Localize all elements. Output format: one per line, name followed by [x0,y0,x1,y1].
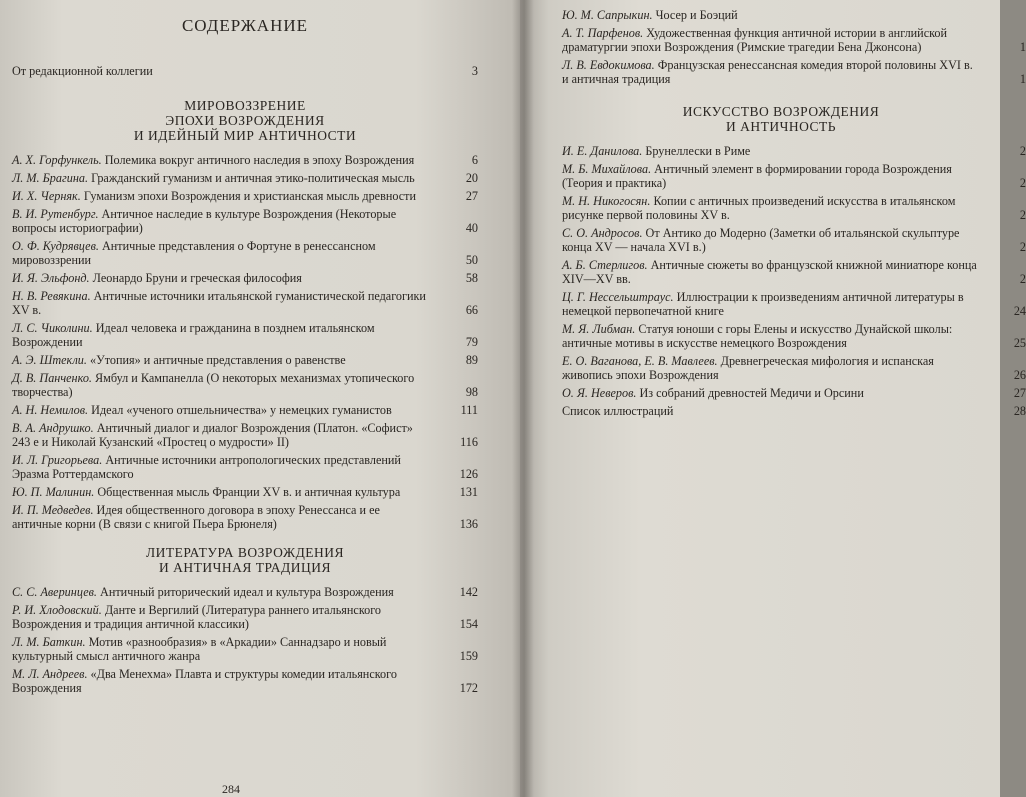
page-number: 27 [1013,386,1026,400]
page-number: 66 [465,303,478,317]
entry-author: И. Е. Данилова. [562,144,643,158]
page-number: 126 [459,467,478,481]
toc-entry [12,239,478,267]
page-number: 2 [1019,144,1026,158]
entry-author: С. О. Андросов. [562,226,643,240]
entry-title: От Антико до Модерно (Заметки об итальянской скульптуре конца XV — начала XVI в.) [562,226,960,254]
page-number: 50 [465,253,478,267]
page-number: 98 [465,385,478,399]
entry-title: Общественная мысль Франции XV в. и античная культура [97,485,401,499]
page-number: 116 [460,435,478,449]
entry-title: Античные сюжеты во французской книжной миниатюре конца XIV—XV вв. [562,258,977,286]
toc-entry [562,58,1026,86]
toc-entry [12,485,478,499]
section-heading: ЛИТЕРАТУРА ВОЗРОЖДЕНИЯ И АНТИЧНАЯ ТРАДИЦИЯ [145,545,345,575]
entry-author: Е. О. Ваганова, Е. В. Мавлеев. [562,354,718,368]
page-number: 2 [1019,176,1026,190]
toc-entry [562,194,1026,222]
entry-title: Брунеллески в Риме [645,144,751,158]
toc-entry [12,289,478,317]
entry-title: Список иллюстраций [562,404,674,418]
entry-author: С. С. Аверинцев. [12,585,97,599]
entry-title: Французская ренессансная комедия второй половины XVI в. и античная традиция [562,58,973,86]
entry-title: «Два Менехма» Плавта и структуры комедии итальянского Возрождения [12,667,397,695]
page-folio: 284 [222,782,240,796]
entry-title: Древнегреческая мифология и испанская живопись эпохи Возрождения [562,354,934,382]
toc-entry [12,207,478,235]
entry-author: Ц. Г. Нессельштраус. [562,290,674,304]
entry-author: М. Б. Михайлова. [562,162,652,176]
entry-title: Идеал человека и гражданина в позднем итальянском Возрождении [12,321,375,349]
page-number: 79 [465,335,478,349]
toc-section-literature [12,585,478,695]
entry-author: Н. В. Ревякина. [12,289,91,303]
toc-entry [12,171,478,185]
entry-author: А. Н. Немилов. [12,403,89,417]
page-number: 28 [1013,404,1026,418]
toc-entry [562,386,1026,400]
entry-title: Ямбул и Кампанелла (О некоторых механизмах утопического творчества) [12,371,415,399]
toc-entry [12,271,478,285]
entry-title: Иллюстрации к произведениям античной литературы в немецкой первопечатной книге [562,290,964,318]
toc-entry-intro [12,64,478,78]
toc-entry [12,585,478,599]
entry-title: Статуя юноши с горы Елены и искусство Дунайской школы: античные мотивы в искусстве немецкого Возрождения [562,322,953,350]
toc-entry [562,290,1026,318]
entry-title: Античный риторический идеал и культура Возрождения [100,585,394,599]
entry-author: О. Ф. Кудрявцев. [12,239,99,253]
toc-entry [12,321,478,349]
entry-title: Античный элемент в формировании города Возрождения (Теория и практика) [562,162,952,190]
toc-section-continued [562,8,1026,86]
entry-author: Р. И. Хлодовский. [12,603,102,617]
entry-title: Идея общественного договора в эпоху Ренессанса и ее античные корни (В связи с книгой Пьера Брюнеля) [12,503,380,531]
page-number: 136 [459,517,478,531]
page-number: 25 [1013,336,1026,350]
page-number: 2 [1019,272,1026,286]
toc-entry [562,26,1026,54]
toc-entry [562,8,1000,22]
page-number: 20 [465,171,478,185]
entry-author: Л. В. Евдокимова. [562,58,655,72]
entry-title: Леонардо Бруни и греческая философия [92,271,302,285]
toc-entry [12,603,478,631]
entry-author: Л. М. Брагина. [12,171,89,185]
page-number: 131 [459,485,478,499]
page-title: СОДЕРЖАНИЕ [181,16,309,35]
page-number: 2 [1019,240,1026,254]
toc-entry [12,421,478,449]
page-number: 1 [1019,40,1026,54]
right-page [520,0,1026,797]
toc-entry [12,371,478,399]
entry-author: В. И. Рутенбург. [12,207,99,221]
entry-title: Из собраний древностей Медичи и Орсини [639,386,864,400]
entry-title: Полемика вокруг античного наследия в эпоху Возрождения [104,153,415,167]
entry-author: А. Э. Штекли. [12,353,87,367]
page-number: 6 [471,153,478,167]
page-number: 159 [459,649,478,663]
entry-title: Гуманизм эпохи Возрождения и христианская мысль древности [83,189,417,203]
entry-author: Л. С. Чиколини. [12,321,93,335]
entry-title: Идеал «ученого отшельничества» у немецких гуманистов [91,403,392,417]
entry-author: И. Л. Григорьева. [12,453,103,467]
page-number: 2 [1019,208,1026,222]
entry-title: Античные источники итальянской гуманистической педагогики XV в. [12,289,426,317]
entry-title: Античные представления о Фортуне в ренессансном мировоззрении [12,239,376,267]
toc-entry [12,153,478,167]
toc-entry [12,635,478,663]
page-number: 3 [471,64,478,78]
page-number: 58 [465,271,478,285]
toc-entry [12,503,478,531]
page-number: 40 [465,221,478,235]
toc-entry [562,354,1026,382]
entry-author: А. Х. Горфункель. [12,153,102,167]
book-gutter [512,0,534,797]
entry-title: Чосер и Боэций [655,8,738,22]
toc-entry [562,322,1026,350]
page-number: 1 [1019,72,1026,86]
entry-title: Античные источники антропологических представлений Эразма Роттердамского [12,453,401,481]
entry-title: Античное наследие в культуре Возрождения (Некоторые вопросы историографии) [12,207,397,235]
entry-author: Д. В. Панченко. [12,371,92,385]
toc-entry [12,453,478,481]
entry-author: Л. М. Баткин. [12,635,86,649]
entry-title: Данте и Вергилий (Литература раннего итальянского Возрождения и традиция античной классики) [12,603,382,631]
page-number: 27 [465,189,478,203]
page-number: 24 [1013,304,1026,318]
toc-entry-illustrations [562,404,1026,418]
toc-entry [562,144,1026,158]
entry-author: М. Я. Либман. [562,322,636,336]
page-number: 89 [465,353,478,367]
entry-title: Копии с античных произведений искусства в итальянском рисунке первой половины XV в. [562,194,956,222]
entry-author: И. П. Медведев. [12,503,94,517]
entry-title: От редакционной коллегии [12,64,153,78]
toc-entry [562,226,1026,254]
entry-author: Ю. М. Сапрыкин. [562,8,653,22]
toc-entry [562,162,1026,190]
toc-section-art [562,144,1026,400]
entry-title: Гражданский гуманизм и античная этико-политическая мысль [91,171,415,185]
page-number: 26 [1013,368,1026,382]
entry-author: Ю. П. Малинин. [12,485,95,499]
entry-author: А. Б. Стерлигов. [562,258,648,272]
page-number: 172 [459,681,478,695]
entry-title: «Утопия» и античные представления о равенстве [89,353,346,367]
entry-author: М. Н. Никогосян. [562,194,651,208]
entry-author: И. Х. Черняк. [12,189,81,203]
page-number: 142 [459,585,478,599]
entry-author: О. Я. Неверов. [562,386,637,400]
entry-title: Мотив «разнообразия» в «Аркадии» Саннадзаро и новый культурный смысл античного жанра [12,635,387,663]
entry-author: В. А. Андрушко. [12,421,94,435]
page-number: 154 [459,617,478,631]
section-heading: МИРОВОЗЗРЕНИЕ ЭПОХИ ВОЗРОЖДЕНИЯ И ИДЕЙНЫЙ МИР АНТИЧНОСТИ [133,98,357,143]
page-number: 111 [460,403,478,417]
toc-entry [562,258,1026,286]
toc-entry [12,667,478,695]
toc-entry [12,189,478,203]
entry-title: Античный диалог и диалог Возрождения (Платон. «Софист» 243 е и Николай Кузанский «Простец о мудрости» II) [12,421,413,449]
toc-entry [12,353,478,367]
entry-title: Художественная функция античной истории в английской драматургии эпохи Возрождения (Римские трагедии Бена Джонсона) [562,26,948,54]
toc-section-worldview [12,153,478,531]
toc-entry [12,403,478,417]
section-heading: ИСКУССТВО ВОЗРОЖДЕНИЯ И АНТИЧНОСТЬ [682,104,880,134]
entry-author: М. Л. Андреев. [12,667,88,681]
entry-author: И. Я. Эльфонд. [12,271,90,285]
entry-author: А. Т. Парфенов. [562,26,644,40]
